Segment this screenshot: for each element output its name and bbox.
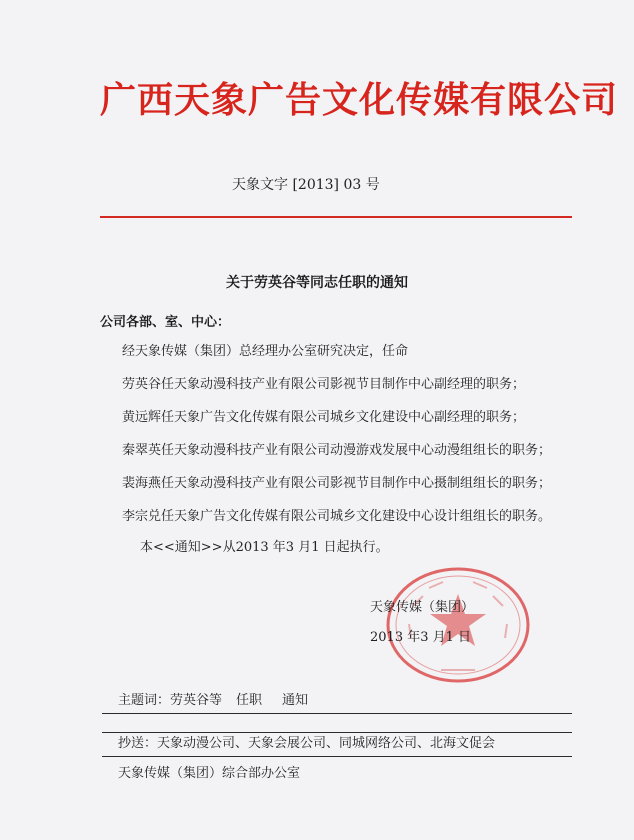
issue-date: 2013 年3 月1 日 bbox=[370, 630, 472, 645]
subject-label: 主题词： bbox=[118, 693, 171, 708]
body-line: 裴海燕任天象动漫科技产业有限公司影视节目制作中心摄制组组长的职务； bbox=[122, 476, 552, 491]
subject-term: 通知 bbox=[282, 693, 309, 708]
body-line: 李宗兑任天象广告文化传媒有限公司城乡文化建设中心设计组组长的职务。 bbox=[122, 509, 552, 524]
company-seal-icon bbox=[385, 566, 531, 684]
body-line: 秦翠英任天象动漫科技产业有限公司动漫游戏发展中心动漫组组长的职务； bbox=[122, 443, 552, 458]
issuing-office: 天象传媒（集团）综合部办公室 bbox=[118, 766, 301, 781]
body-line: 黄远辉任天象广告文化传媒有限公司城乡文化建设中心副经理的职务； bbox=[122, 410, 526, 425]
cc-divider-top bbox=[102, 732, 572, 733]
red-divider bbox=[100, 216, 572, 218]
effective-date-line: 本<<通知>>从2013 年3 月1 日起执行。 bbox=[140, 540, 389, 555]
salutation: 公司各部、室、中心： bbox=[100, 315, 231, 330]
subject-term: 任职 bbox=[236, 693, 263, 708]
body-line: 劳英谷任天象动漫科技产业有限公司影视节目制作中心副经理的职务； bbox=[122, 377, 526, 392]
cc-line: 抄送：天象动漫公司、天象会展公司、同城网络公司、北海文促会 bbox=[118, 736, 496, 751]
issuer-name: 天象传媒（集团） bbox=[370, 600, 475, 615]
notice-title: 关于劳英谷等同志任职的通知 bbox=[226, 275, 408, 291]
org-title: 广西天象广告文化传媒有限公司 bbox=[100, 79, 619, 121]
subject-terms-row bbox=[118, 693, 308, 709]
subject-term: 劳英谷等 bbox=[170, 693, 223, 708]
subject-divider bbox=[102, 713, 572, 714]
doc-number: 天象文字 [2013] 03 号 bbox=[232, 177, 380, 193]
cc-divider-bottom bbox=[102, 756, 572, 757]
body-line: 经天象传媒（集团）总经理办公室研究决定，任命 bbox=[122, 344, 409, 359]
